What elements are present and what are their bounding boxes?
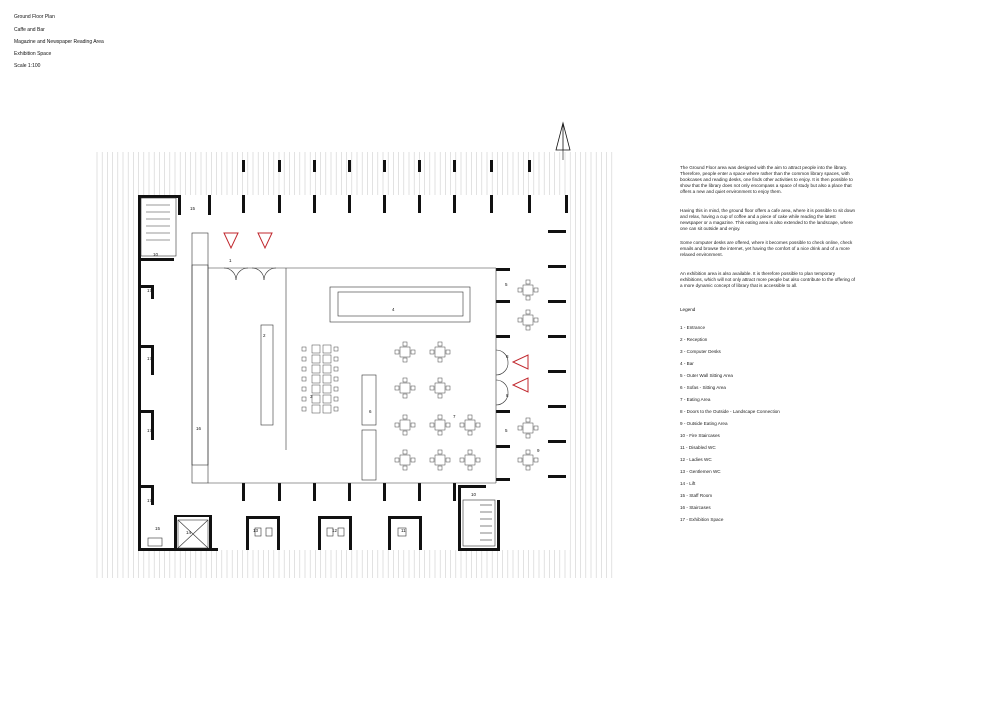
label-staff-room: 15	[190, 206, 196, 211]
label-doors: 8	[506, 393, 509, 398]
label-outer-sitting: 5	[505, 282, 508, 287]
description-paragraph: The Ground Floor area was designed with the aim to attract people into the library. Therefore, people enter a space where rather than the common library spaces, with bookcases and reading desks, one finds other activities to enjoy. It is then possible to show that the library does not only encompass a space of study but also a place that offers a new and quiet environment to enjoy them.	[680, 165, 853, 194]
legend-item: 2 - Reception	[680, 337, 708, 342]
label-computer: 3	[310, 394, 313, 399]
label-staircases: 16	[196, 426, 202, 431]
label-ladies-wc: 12	[332, 528, 338, 533]
description-paragraph: An exhibition area is also available. It is therefore possible to plan temporary exhibitions, which will not only attract more people but also contribute to the offering of a more dynamic concept of library that is accessible to all.	[680, 271, 856, 288]
label-disabled-wc: 11	[401, 528, 406, 533]
title-line: Ground Floor Plan	[14, 14, 55, 20]
legend-item: 14 - Lift	[680, 481, 696, 486]
label-gentlemen-wc: 13	[253, 528, 259, 533]
label-staff-room: 15	[155, 526, 161, 531]
legend-item: 11 - Disabled WC	[680, 445, 716, 450]
subtitle-line: Caffe and Bar	[14, 27, 45, 33]
legend-item: 5 - Outer Wall Sitting Area	[680, 373, 733, 378]
building-floor	[140, 195, 570, 550]
label-exhibition: 17	[147, 288, 153, 293]
label-outer-sitting: 5	[505, 428, 508, 433]
label-entrance: 1	[229, 258, 232, 263]
label-outside-eating: 9	[537, 448, 540, 453]
legend-item: 13 - Gentlemen WC	[680, 469, 721, 474]
label-exhibition: 17	[147, 428, 153, 433]
legend-item: 12 - Ladies WC	[680, 457, 712, 462]
north-arrow-icon	[556, 123, 570, 160]
legend-item: 15 - Staff Room	[680, 493, 713, 498]
label-sofas: 6	[369, 409, 372, 414]
label-fire-stairs: 10	[471, 492, 477, 497]
label-fire-stairs: 10	[153, 252, 159, 257]
legend-item: 16 - Staircases	[680, 505, 711, 510]
legend-item: 6 - Sofas - Sitting Area	[680, 385, 726, 390]
legend-item: 7 - Eating Area	[680, 397, 711, 402]
description-paragraph: Having this in mind, the ground floor offers a cafe area, where it is possible to sit down and relax, having a cup of coffee and a piece of cake while reading the latest newspaper or a magazine. This eating area is also extended to the landscape, where one can sit outside and enjoy.	[680, 208, 856, 231]
scale-line: Scale 1:100	[14, 63, 41, 69]
legend-item: 1 - Entrance	[680, 325, 706, 330]
subtitle-line: Exhibition Space	[14, 51, 52, 57]
legend-title: Legend	[680, 307, 696, 312]
label-eating: 7	[453, 414, 456, 419]
legend-item: 8 - Doors to the Outside - Landscape Connection	[680, 409, 780, 414]
description-paragraph: Some computer desks are offered, where it becomes possible to check online, check emails and browse the internet, yet having the comfort of a nice drink and of a more relaxed environment.	[680, 240, 853, 257]
label-exhibition: 17	[147, 498, 153, 503]
legend-item: 9 - Outside Eating Area	[680, 421, 728, 426]
label-bar: 4	[392, 307, 395, 312]
label-exhibition: 17	[147, 356, 153, 361]
legend-item: 3 - Computer Desks	[680, 349, 721, 354]
legend-item: 4 - Bar	[680, 361, 694, 366]
label-reception: 2	[263, 333, 266, 338]
label-lift: 14	[186, 530, 192, 535]
subtitle-line: Magazine and Newspaper Reading Area	[14, 39, 104, 45]
legend-item: 17 - Exhibition Space	[680, 517, 724, 522]
legend-item: 10 - Fire Staircases	[680, 433, 720, 438]
label-doors: 8	[506, 354, 509, 359]
